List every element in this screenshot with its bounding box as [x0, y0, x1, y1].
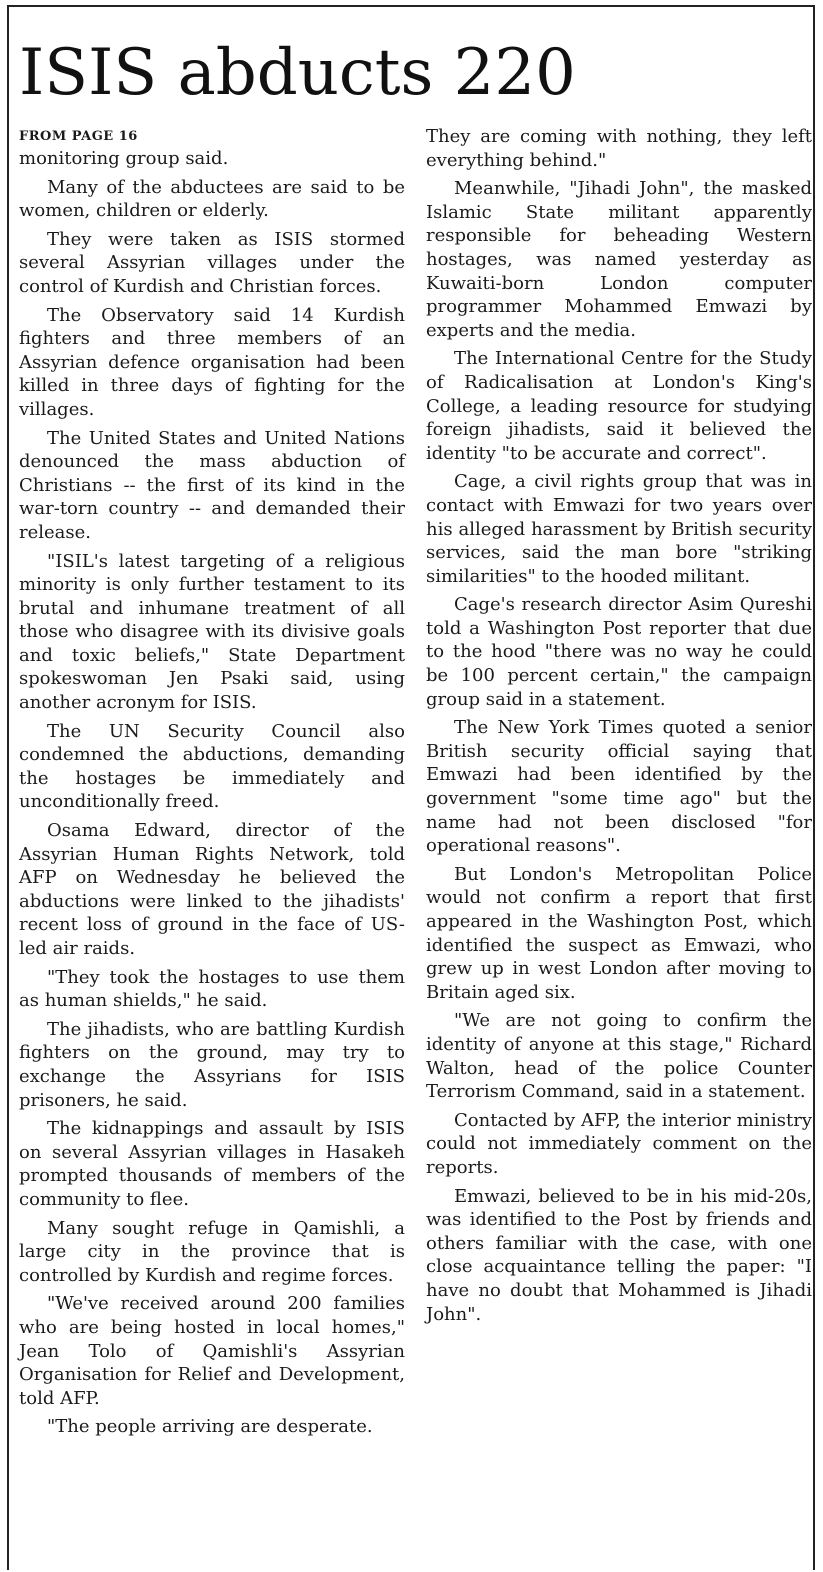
paragraph: Many sought refuge in Qamishli, a large city in the province that is controlled by Kurdish and regime forces. — [19, 1217, 405, 1286]
paragraph: "The people arriving are desperate. — [47, 1416, 373, 1438]
paragraph: The UN Security Council also condemned the abductions, demanding the hostages be immediately and unconditionally freed. — [19, 720, 405, 813]
paragraph: The United States and United Nations denounced the mass abduction of Christians -- the first of its kind in the war-torn country -- and demanded their release. — [19, 427, 405, 543]
paragraph: "ISIL's latest targeting of a religious minority is only further testament to its brutal and inhumane treatment of all those who disagree with its divisive goals and toxic beliefs," State Department spokeswoman Jen Psaki said, using another acronym for ISIS. — [19, 550, 405, 714]
paragraph: The International Centre for the Study of Radicalisation at London's King's College, a leading resource for studying foreign jihadists, said it believed the identity "to be accurate and correct". — [426, 348, 812, 464]
paragraph: Cage, a civil rights group that was in contact with Emwazi for two years over his alleged harassment by British security services, said the man bore "striking similarities" to the hooded militant. — [426, 471, 812, 587]
paragraph: Contacted by AFP, the interior ministry could not immediately comment on the reports. — [426, 1109, 812, 1178]
article-column-left — [19, 127, 405, 1439]
paragraph: The jihadists, who are battling Kurdish fighters on the ground, may try to exchange the Assyrians for ISIS prisoners, he said. — [19, 1018, 405, 1111]
article-page — [7, 5, 815, 1570]
paragraph: "We've received around 200 families who are being hosted in local homes," Jean Tolo of Qamishli's Assyrian Organisation for Relief and Development, told AFP. — [19, 1293, 405, 1409]
paragraph: The New York Times quoted a senior British security official saying that Emwazi had been identified by the government "some time ago" but the name had not been disclosed "for operational reasons". — [426, 717, 812, 857]
article-column-right — [426, 125, 812, 1326]
paragraph: The kidnappings and assault by ISIS on several Assyrian villages in Hasakeh prompted thousands of members of the community to flee. — [19, 1118, 405, 1210]
paragraph: Emwazi, believed to be in his mid-20s, was identified to the Post by friends and others familiar with the case, with one close acquaintance telling the paper: "I have no doubt that Mohammed is Jihadi John". — [426, 1185, 812, 1325]
paragraph: They were taken as ISIS stormed several Assyrian villages under the control of Kurdish and Christian forces. — [19, 228, 405, 297]
paragraph: "We are not going to confirm the identity of anyone at this stage," Richard Walton, head of the police Counter Terrorism Command, said in a statement. — [426, 1010, 812, 1103]
paragraph: The Observatory said 14 Kurdish fighters and three members of an Assyrian defence organisation had been killed in three days of fighting for the villages. — [19, 304, 405, 420]
paragraph: Osama Edward, director of the Assyrian Human Rights Network, told AFP on Wednesday he believed the abductions were linked to the jihadists' recent loss of ground in the face of US-led air raids. — [19, 820, 405, 959]
paragraph: But London's Metropolitan Police would not confirm a report that first appeared in the Washington Post, which identified the suspect as Emwazi, who grew up in west London after moving to Britain aged six. — [426, 863, 812, 1003]
paragraph: "They took the hostages to use them as human shields," he said. — [19, 966, 405, 1012]
paragraph: Many of the abductees are said to be women, children or elderly. — [19, 176, 405, 222]
paragraph: Meanwhile, "Jihadi John", the masked Islamic State militant apparently responsible for beheading Western hostages, was named yesterday as Kuwaiti-born London computer programmer Mohammed Emwazi by experts and the media. — [426, 178, 812, 341]
paragraph: Cage's research director Asim Qureshi told a Washington Post reporter that due to the hood "there was no way he could be 100 percent certain," the campaign group said in a statement. — [426, 594, 812, 710]
paragraph: monitoring group said. — [19, 148, 229, 169]
headline: ISIS abducts 220 — [19, 36, 576, 110]
jump-line: FROM PAGE 16 — [19, 129, 138, 144]
paragraph: They are coming with nothing, they left everything behind." — [426, 126, 812, 171]
